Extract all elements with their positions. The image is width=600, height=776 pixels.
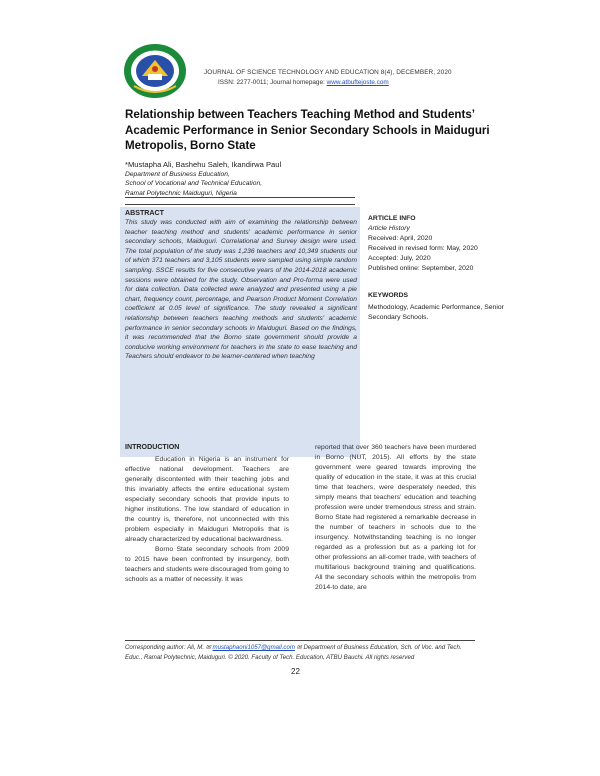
paragraph: Education in Nigeria is an instrument for effective national development. Teachers are generally discontented with their teaching jobs and this invariably affects the entire educational system especially secondary schools that provide inputs to higher institutions. The low standard of education in the country is, therefore, not unconnected with this problem especially in Maiduguri Metropolis that is already characterized by educational backwardness.: [125, 456, 289, 543]
author-email-link[interactable]: mustaphaoni1057@gmail.com: [212, 644, 295, 651]
published-date: Published online: September, 2020: [368, 265, 474, 272]
article-info: [368, 214, 533, 274]
authors: *Mustapha Ali, Bashehu Saleh, Ikandirwa Paul: [125, 160, 282, 169]
article-info-heading: ARTICLE INFO: [368, 215, 416, 222]
article-history-label: Article History: [368, 225, 410, 232]
introduction-heading: INTRODUCTION: [125, 443, 180, 451]
mail-icon: ✉: [205, 644, 211, 651]
keywords-heading: KEYWORDS: [368, 292, 409, 299]
affiliation-line: Department of Business Education,: [125, 171, 230, 178]
journal-name: JOURNAL OF SCIENCE TECHNOLOGY AND EDUCATION 8(4), DECEMBER, 2020: [204, 69, 452, 76]
abstract-heading: ABSTRACT: [125, 209, 165, 217]
divider: [125, 204, 355, 205]
affiliation-line: School of Vocational and Technical Education,: [125, 180, 263, 188]
accepted-date: Accepted: July, 2020: [368, 255, 431, 262]
mail-icon: ✉: [296, 644, 302, 651]
corresponding-author-note: Corresponding author: Ali, M. ✉ mustaphaoni1057@gmail.com ✉ Department of Business Education, Sch. of Voc. and Tech. Educ., Ramat Polytechnic, Maiduguri. © 2020. Faculty of Tech. Education, ATBU Bauchi. All rights reserved: [125, 644, 462, 661]
abstract-text: This study was conducted with aim of examining the relationship between teacher teaching method and students' academic performance in senior secondary schools, Maiduguri. Correlational and Survey design were used. The total population of the study was 1,236 teachers and 10,349 students out of which 371 teachers and 3,105 students were sampled using simple random sampling. SSCE results for five consecutive years of the 2014-2018 academic sessions were obtained for the study. Observation and Pro-forma were used for data collection. Data collected were analyzed and presented using a pie chart, frequency count, percentage, and Pearson Product Moment Correlation coefficient at 0.05 level of significance. The study revealed a significant relationship between teachers teaching methods and students' academic performance in senior secondary schools in Maiduguri. Based on the findings, it was recommended that the Borno state government should provide a conducive working environment for teachers in the state to ease teaching and Teachers should endeavor to be learner-centered when teaching: [125, 219, 357, 361]
received-date: Received: April, 2020: [368, 235, 433, 242]
journal-homepage-link[interactable]: www.atbuftejoste.com: [326, 79, 389, 86]
footnote-divider: [125, 640, 475, 641]
journal-logo: [120, 40, 190, 102]
page-number: 22: [291, 667, 300, 676]
journal-issn: ISSN: 2277-0011; Journal homepage: www.atbuftejoste.com: [218, 79, 389, 86]
body-column-right: [315, 443, 476, 593]
paragraph: Borno State secondary schools from 2009 to 2015 have been confronted by insurgency, both teachers and students were discouraged from going to schools as a matter of necessity. It was: [125, 546, 289, 583]
article-title: Relationship between Teachers Teaching Method and Students’ Academic Performance in Senior Secondary Schools in Maiduguri Metropolis, Borno State: [125, 108, 490, 152]
affiliation: [125, 170, 262, 198]
divider: [125, 197, 355, 198]
affiliation-line: Ramat Polytechnic Maiduguri, Nigeria: [125, 189, 237, 197]
keywords: Methodology, Academic Performance, Senior Secondary Schools.: [368, 304, 504, 321]
body-column-left: [125, 455, 289, 585]
paragraph: reported that over 360 teachers have been murdered in Borno (NUT, 2015). All efforts by the state government were geared towards improving the quality of education in the state, it was at this crucial time that teachers, were desperately needed, this simply means that teachers' education and teaching profession were under tremendous stress and strain. Borno State had registered a remarkable decrease in the number of teachers in schools due to the insurgency. Notwithstanding teaching is no longer regarded as a profession but as a parking lot for other professions an all-comer trade, with teachers of multifarious background training and qualifications. All the secondary schools within the metropolis from 2014-to date, are: [315, 444, 476, 591]
revised-date: Received in revised form: May, 2020: [368, 245, 478, 252]
